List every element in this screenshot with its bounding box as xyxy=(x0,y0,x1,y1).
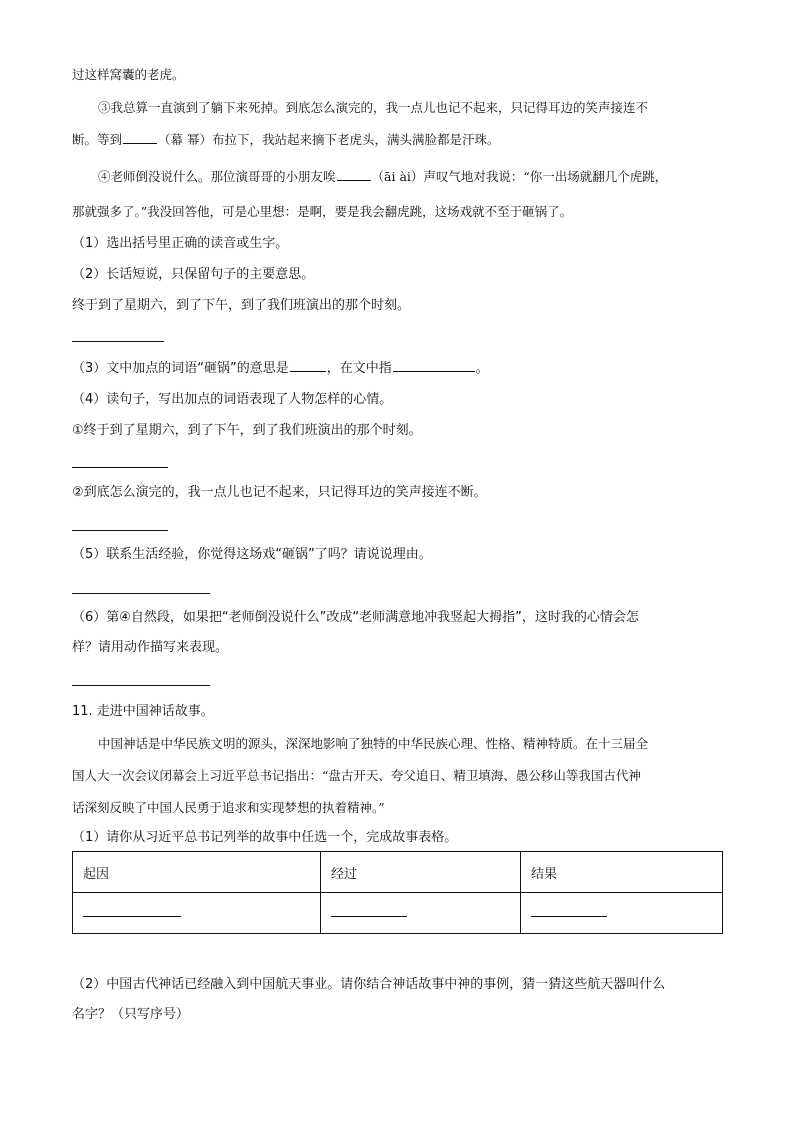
question-5: （5）联系生活经验，你觉得这场戏“砸锅”了吗？请说说理由。 xyxy=(72,547,432,562)
question-6-line-1: （6）第④自然段，如果把“老师倒没说什么”改成“老师满意地冲我竖起大拇指”，这时我的心情会怎 xyxy=(72,610,639,625)
fill-blank[interactable] xyxy=(531,906,607,917)
answer-cell-cause[interactable] xyxy=(73,893,321,934)
story-table xyxy=(72,851,723,934)
question-text: ，在文中指 xyxy=(326,361,392,376)
fill-blank[interactable] xyxy=(393,359,475,372)
fill-blank[interactable] xyxy=(123,131,157,144)
fill-blank[interactable] xyxy=(290,359,326,372)
passage-text: （āi ài）声叹气地对我说：“你一出场就翻几个虎跳， xyxy=(371,169,668,184)
passage-line: 过这样窝囊的老虎。 xyxy=(72,67,185,82)
section-11-intro-line-1: 中国神话是中华民族文明的源头，深深地影响了独特的中华民族心理、性格、精神特质。在十三届全 xyxy=(98,736,649,751)
table-header-row xyxy=(73,852,723,893)
header-process: 经过 xyxy=(321,852,521,893)
passage-text: ④老师倒没说什么。那位演哥哥的小朋友唉 xyxy=(98,169,336,184)
question-4-sentence-1: ①终于到了星期六，到了下午，到了我们班演出的那个时刻。 xyxy=(72,423,422,438)
fill-blank[interactable] xyxy=(83,906,181,917)
question-2-sentence: 终于到了星期六，到了下午，到了我们班演出的那个时刻。 xyxy=(72,298,411,313)
answer-cell-process[interactable] xyxy=(321,893,521,934)
passage-para-3-line-1: ③我总算一直演到了躺下来死掉。到底怎么演完的，我一点儿也记不起来，只记得耳边的笑声接连不 xyxy=(98,100,649,115)
question-text: （3）文中加点的词语“砸锅”的意思是 xyxy=(72,361,289,376)
answer-line[interactable] xyxy=(72,341,164,342)
question-4: （4）读句子，写出加点的词语表现了人物怎样的心情。 xyxy=(72,392,393,407)
section-11-title: 11. 走进中国神话故事。 xyxy=(72,704,214,719)
question-6-line-2: 样？请用动作描写来表现。 xyxy=(72,640,229,655)
section-11-intro-line-3: 话深刻反映了中国人民勇于追求和实现梦想的执着精神。” xyxy=(72,800,385,815)
passage-text: 断。等到 xyxy=(72,132,123,147)
answer-cell-result[interactable] xyxy=(521,893,723,934)
table-row xyxy=(73,893,723,934)
header-cause: 起因 xyxy=(73,852,321,893)
section-11-question-2-line-1: （2）中国古代神话已经融入到中国航天事业。请你结合神话故事中神的事例，猜一猜这些航天器叫什么 xyxy=(72,977,666,992)
passage-para-3-line-2 xyxy=(72,131,500,149)
question-4-sentence-2: ②到底怎么演完的，我一点儿也记不起来，只记得耳边的笑声接连不断。 xyxy=(72,485,487,500)
passage-para-4-line-1 xyxy=(98,168,667,186)
answer-line[interactable] xyxy=(72,467,168,468)
header-result: 结果 xyxy=(521,852,723,893)
answer-line[interactable] xyxy=(72,685,210,686)
fill-blank[interactable] xyxy=(337,168,371,181)
passage-para-4-line-2: 那就强多了。”我没回答他，可是心里想：是啊，要是我会翻虎跳，这场戏就不至于砸锅了。 xyxy=(72,204,573,219)
question-text: 。 xyxy=(475,361,489,376)
section-11-intro-line-2: 国人大一次会议闭幕会上习近平总书记指出：“盘古开天、夸父追日、精卫填海、愚公移山等我国古代神 xyxy=(72,768,641,783)
question-3 xyxy=(72,359,489,378)
section-11-question-2-line-2: 名字？（只写序号） xyxy=(72,1007,190,1022)
question-2: （2）长话短说，只保留句子的主要意思。 xyxy=(72,267,315,282)
passage-text: （幕 幂）布拉下，我站起来摘下老虎头，满头满脸都是汗珠。 xyxy=(158,132,500,147)
question-1: （1）选出括号里正确的读音或生字。 xyxy=(72,236,289,251)
answer-line[interactable] xyxy=(72,530,168,531)
section-11-question-1: （1）请你从习近平总书记列举的故事中任选一个，完成故事表格。 xyxy=(72,830,458,845)
answer-line[interactable] xyxy=(72,593,210,594)
fill-blank[interactable] xyxy=(331,906,407,917)
